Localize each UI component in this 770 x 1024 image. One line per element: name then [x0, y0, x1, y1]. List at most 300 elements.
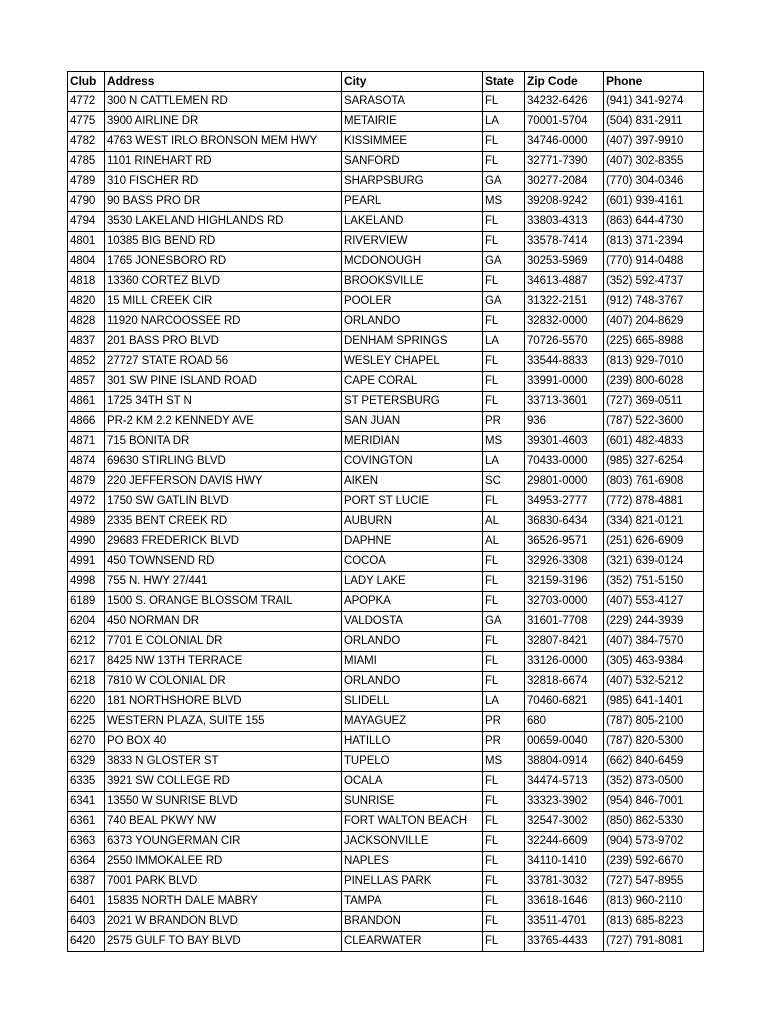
table-row: [68, 912, 704, 932]
address-cell: 10385 BIG BEND RD: [105, 232, 342, 252]
address-cell: 15835 NORTH DALE MABRY: [105, 892, 342, 912]
club-number-cell: 4828: [68, 312, 105, 332]
city-cell: ORLANDO: [342, 312, 483, 332]
table-row: [68, 552, 704, 572]
city-cell: ORLANDO: [342, 632, 483, 652]
state-cell: FL: [483, 932, 525, 952]
state-cell: FL: [483, 632, 525, 652]
table-row: [68, 292, 704, 312]
zip-code-cell: 32818-6674: [525, 672, 604, 692]
table-row: [68, 692, 704, 712]
club-number-cell: 6220: [68, 692, 105, 712]
table-row: [68, 832, 704, 852]
table-row: [68, 632, 704, 652]
table-row: [68, 812, 704, 832]
phone-cell: (727) 369-0511: [604, 392, 704, 412]
city-cell: ORLANDO: [342, 672, 483, 692]
zip-code-cell: 31601-7708: [525, 612, 604, 632]
state-cell: FL: [483, 852, 525, 872]
city-cell: POOLER: [342, 292, 483, 312]
state-cell: FL: [483, 672, 525, 692]
phone-cell: (813) 960-2110: [604, 892, 704, 912]
state-cell: GA: [483, 612, 525, 632]
state-cell: FL: [483, 132, 525, 152]
zip-code-cell: 33323-3902: [525, 792, 604, 812]
address-cell: 29683 FREDERICK BLVD: [105, 532, 342, 552]
address-cell: 450 NORMAN DR: [105, 612, 342, 632]
address-cell: 715 BONITA DR: [105, 432, 342, 452]
club-number-cell: 6270: [68, 732, 105, 752]
phone-cell: (407) 302-8355: [604, 152, 704, 172]
club-number-cell: 4790: [68, 192, 105, 212]
club-number-cell: 6403: [68, 912, 105, 932]
address-cell: 755 N. HWY 27/441: [105, 572, 342, 592]
phone-cell: (225) 665-8988: [604, 332, 704, 352]
club-number-cell: 4874: [68, 452, 105, 472]
state-cell: FL: [483, 152, 525, 172]
city-cell: JACKSONVILLE: [342, 832, 483, 852]
address-cell: PO BOX 40: [105, 732, 342, 752]
header-address: Address: [105, 72, 342, 92]
state-cell: FL: [483, 272, 525, 292]
city-cell: VALDOSTA: [342, 612, 483, 632]
state-cell: FL: [483, 572, 525, 592]
city-cell: COCOA: [342, 552, 483, 572]
state-cell: FL: [483, 372, 525, 392]
address-cell: 300 N CATTLEMEN RD: [105, 92, 342, 112]
zip-code-cell: 33991-0000: [525, 372, 604, 392]
city-cell: WESLEY CHAPEL: [342, 352, 483, 372]
zip-code-cell: 33544-8833: [525, 352, 604, 372]
table-row: [68, 332, 704, 352]
address-cell: 181 NORTHSHORE BLVD: [105, 692, 342, 712]
phone-cell: (251) 626-6909: [604, 532, 704, 552]
table-row: [68, 452, 704, 472]
zip-code-cell: 36830-6434: [525, 512, 604, 532]
zip-code-cell: 70433-0000: [525, 452, 604, 472]
zip-code-cell: 31322-2151: [525, 292, 604, 312]
address-cell: 7810 W COLONIAL DR: [105, 672, 342, 692]
table-row: [68, 352, 704, 372]
zip-code-cell: 39301-4603: [525, 432, 604, 452]
address-cell: 7701 E COLONIAL DR: [105, 632, 342, 652]
state-cell: PR: [483, 412, 525, 432]
address-cell: WESTERN PLAZA, SUITE 155: [105, 712, 342, 732]
phone-cell: (239) 800-6028: [604, 372, 704, 392]
city-cell: AIKEN: [342, 472, 483, 492]
table-row: [68, 172, 704, 192]
city-cell: ST PETERSBURG: [342, 392, 483, 412]
phone-cell: (352) 873-0500: [604, 772, 704, 792]
phone-cell: (850) 862-5330: [604, 812, 704, 832]
city-cell: BRANDON: [342, 912, 483, 932]
address-cell: 27727 STATE ROAD 56: [105, 352, 342, 372]
header-phone: Phone: [604, 72, 704, 92]
city-cell: OCALA: [342, 772, 483, 792]
city-cell: COVINGTON: [342, 452, 483, 472]
table-row: [68, 932, 704, 952]
state-cell: FL: [483, 552, 525, 572]
state-cell: FL: [483, 592, 525, 612]
address-cell: 220 JEFFERSON DAVIS HWY: [105, 472, 342, 492]
zip-code-cell: 32159-3196: [525, 572, 604, 592]
phone-cell: (352) 592-4737: [604, 272, 704, 292]
address-cell: 301 SW PINE ISLAND ROAD: [105, 372, 342, 392]
address-cell: 1500 S. ORANGE BLOSSOM TRAIL: [105, 592, 342, 612]
phone-cell: (601) 482-4833: [604, 432, 704, 452]
address-cell: 3921 SW COLLEGE RD: [105, 772, 342, 792]
phone-cell: (407) 553-4127: [604, 592, 704, 612]
club-number-cell: 6225: [68, 712, 105, 732]
club-number-cell: 4837: [68, 332, 105, 352]
city-cell: SARASOTA: [342, 92, 483, 112]
address-cell: 1765 JONESBORO RD: [105, 252, 342, 272]
phone-cell: (352) 751-5150: [604, 572, 704, 592]
table-row: [68, 312, 704, 332]
club-number-cell: 4785: [68, 152, 105, 172]
state-cell: FL: [483, 492, 525, 512]
table-row: [68, 572, 704, 592]
phone-cell: (229) 244-3939: [604, 612, 704, 632]
zip-code-cell: 32244-6609: [525, 832, 604, 852]
state-cell: SC: [483, 472, 525, 492]
state-cell: FL: [483, 392, 525, 412]
zip-code-cell: 70726-5570: [525, 332, 604, 352]
table-row: [68, 412, 704, 432]
address-cell: 90 BASS PRO DR: [105, 192, 342, 212]
address-cell: 2575 GULF TO BAY BLVD: [105, 932, 342, 952]
table-row: [68, 472, 704, 492]
address-cell: 4763 WEST IRLO BRONSON MEM HWY: [105, 132, 342, 152]
phone-cell: (407) 397-9910: [604, 132, 704, 152]
phone-cell: (863) 644-4730: [604, 212, 704, 232]
club-number-cell: 6335: [68, 772, 105, 792]
table-header: [68, 72, 704, 92]
club-locations-table: [67, 71, 704, 952]
zip-code-cell: 680: [525, 712, 604, 732]
club-number-cell: 4866: [68, 412, 105, 432]
club-number-cell: 4857: [68, 372, 105, 392]
state-cell: PR: [483, 732, 525, 752]
club-number-cell: 6420: [68, 932, 105, 952]
city-cell: MAYAGUEZ: [342, 712, 483, 732]
club-number-cell: 6329: [68, 752, 105, 772]
zip-code-cell: 70001-5704: [525, 112, 604, 132]
state-cell: LA: [483, 452, 525, 472]
zip-code-cell: 34613-4887: [525, 272, 604, 292]
phone-cell: (803) 761-6908: [604, 472, 704, 492]
state-cell: GA: [483, 292, 525, 312]
table-row: [68, 892, 704, 912]
city-cell: APOPKA: [342, 592, 483, 612]
club-number-cell: 6212: [68, 632, 105, 652]
address-cell: 740 BEAL PKWY NW: [105, 812, 342, 832]
table-row: [68, 652, 704, 672]
address-cell: 201 BASS PRO BLVD: [105, 332, 342, 352]
city-cell: LADY LAKE: [342, 572, 483, 592]
city-cell: SUNRISE: [342, 792, 483, 812]
phone-cell: (941) 341-9274: [604, 92, 704, 112]
address-cell: 7001 PARK BLVD: [105, 872, 342, 892]
address-cell: 13550 W SUNRISE BLVD: [105, 792, 342, 812]
state-cell: FL: [483, 772, 525, 792]
address-cell: 310 FISCHER RD: [105, 172, 342, 192]
city-cell: CLEARWATER: [342, 932, 483, 952]
club-number-cell: 4789: [68, 172, 105, 192]
city-cell: DENHAM SPRINGS: [342, 332, 483, 352]
state-cell: FL: [483, 652, 525, 672]
club-number-cell: 4852: [68, 352, 105, 372]
zip-code-cell: 32807-8421: [525, 632, 604, 652]
club-number-cell: 6341: [68, 792, 105, 812]
address-cell: 3530 LAKELAND HIGHLANDS RD: [105, 212, 342, 232]
city-cell: SAN JUAN: [342, 412, 483, 432]
phone-cell: (772) 878-4881: [604, 492, 704, 512]
table-row: [68, 752, 704, 772]
city-cell: PORT ST LUCIE: [342, 492, 483, 512]
zip-code-cell: 33511-4701: [525, 912, 604, 932]
club-number-cell: 6189: [68, 592, 105, 612]
table-row: [68, 852, 704, 872]
address-cell: 6373 YOUNGERMAN CIR: [105, 832, 342, 852]
address-cell: 69630 STIRLING BLVD: [105, 452, 342, 472]
phone-cell: (407) 532-5212: [604, 672, 704, 692]
address-cell: 11920 NARCOOSSEE RD: [105, 312, 342, 332]
zip-code-cell: 32547-3002: [525, 812, 604, 832]
zip-code-cell: 33765-4433: [525, 932, 604, 952]
city-cell: SANFORD: [342, 152, 483, 172]
city-cell: SHARPSBURG: [342, 172, 483, 192]
state-cell: MS: [483, 752, 525, 772]
state-cell: FL: [483, 872, 525, 892]
phone-cell: (912) 748-3767: [604, 292, 704, 312]
club-number-cell: 6361: [68, 812, 105, 832]
city-cell: SLIDELL: [342, 692, 483, 712]
address-cell: PR-2 KM 2.2 KENNEDY AVE: [105, 412, 342, 432]
table-row: [68, 712, 704, 732]
club-number-cell: 4804: [68, 252, 105, 272]
state-cell: FL: [483, 892, 525, 912]
table-row: [68, 92, 704, 112]
table-row: [68, 272, 704, 292]
zip-code-cell: 936: [525, 412, 604, 432]
phone-cell: (813) 929-7010: [604, 352, 704, 372]
table-row: [68, 212, 704, 232]
zip-code-cell: 34474-5713: [525, 772, 604, 792]
zip-code-cell: 30253-5969: [525, 252, 604, 272]
club-number-cell: 4772: [68, 92, 105, 112]
table-row: [68, 612, 704, 632]
phone-cell: (904) 573-9702: [604, 832, 704, 852]
zip-code-cell: 38804-0914: [525, 752, 604, 772]
club-number-cell: 4990: [68, 532, 105, 552]
club-number-cell: 4794: [68, 212, 105, 232]
zip-code-cell: 00659-0040: [525, 732, 604, 752]
address-cell: 1725 34TH ST N: [105, 392, 342, 412]
state-cell: FL: [483, 832, 525, 852]
phone-cell: (305) 463-9384: [604, 652, 704, 672]
phone-cell: (787) 820-5300: [604, 732, 704, 752]
zip-code-cell: 32771-7390: [525, 152, 604, 172]
state-cell: PR: [483, 712, 525, 732]
table-row: [68, 192, 704, 212]
club-number-cell: 6218: [68, 672, 105, 692]
city-cell: LAKELAND: [342, 212, 483, 232]
state-cell: FL: [483, 232, 525, 252]
state-cell: MS: [483, 192, 525, 212]
zip-code-cell: 33713-3601: [525, 392, 604, 412]
state-cell: FL: [483, 312, 525, 332]
club-number-cell: 4991: [68, 552, 105, 572]
address-cell: 1750 SW GATLIN BLVD: [105, 492, 342, 512]
header-club: Club: [68, 72, 105, 92]
club-number-cell: 6364: [68, 852, 105, 872]
club-number-cell: 4818: [68, 272, 105, 292]
zip-code-cell: 32926-3308: [525, 552, 604, 572]
zip-code-cell: 32832-0000: [525, 312, 604, 332]
table-row: [68, 392, 704, 412]
zip-code-cell: 34953-2777: [525, 492, 604, 512]
zip-code-cell: 32703-0000: [525, 592, 604, 612]
table-row: [68, 432, 704, 452]
address-cell: 1101 RINEHART RD: [105, 152, 342, 172]
zip-code-cell: 33803-4313: [525, 212, 604, 232]
state-cell: MS: [483, 432, 525, 452]
state-cell: FL: [483, 352, 525, 372]
state-cell: FL: [483, 912, 525, 932]
phone-cell: (727) 547-8955: [604, 872, 704, 892]
phone-cell: (239) 592-6670: [604, 852, 704, 872]
city-cell: CAPE CORAL: [342, 372, 483, 392]
city-cell: DAPHNE: [342, 532, 483, 552]
club-number-cell: 6401: [68, 892, 105, 912]
city-cell: TUPELO: [342, 752, 483, 772]
table-row: [68, 592, 704, 612]
club-number-cell: 4998: [68, 572, 105, 592]
city-cell: KISSIMMEE: [342, 132, 483, 152]
zip-code-cell: 33126-0000: [525, 652, 604, 672]
table-row: [68, 112, 704, 132]
table-body: [68, 92, 704, 952]
club-number-cell: 4861: [68, 392, 105, 412]
phone-cell: (504) 831-2911: [604, 112, 704, 132]
zip-code-cell: 39208-9242: [525, 192, 604, 212]
phone-cell: (813) 685-8223: [604, 912, 704, 932]
club-number-cell: 4775: [68, 112, 105, 132]
state-cell: LA: [483, 112, 525, 132]
table-row: [68, 792, 704, 812]
phone-cell: (770) 914-0488: [604, 252, 704, 272]
city-cell: NAPLES: [342, 852, 483, 872]
city-cell: MERIDIAN: [342, 432, 483, 452]
zip-code-cell: 70460-6821: [525, 692, 604, 712]
table-row: [68, 232, 704, 252]
state-cell: LA: [483, 332, 525, 352]
club-number-cell: 4782: [68, 132, 105, 152]
city-cell: BROOKSVILLE: [342, 272, 483, 292]
state-cell: FL: [483, 212, 525, 232]
table-row: [68, 512, 704, 532]
zip-code-cell: 34746-0000: [525, 132, 604, 152]
zip-code-cell: 36526-9571: [525, 532, 604, 552]
phone-cell: (985) 641-1401: [604, 692, 704, 712]
state-cell: FL: [483, 92, 525, 112]
zip-code-cell: 33781-3032: [525, 872, 604, 892]
city-cell: TAMPA: [342, 892, 483, 912]
table-row: [68, 152, 704, 172]
phone-cell: (787) 805-2100: [604, 712, 704, 732]
header-city: City: [342, 72, 483, 92]
table-row: [68, 672, 704, 692]
zip-code-cell: 34110-1410: [525, 852, 604, 872]
header-row: [68, 72, 704, 92]
table-row: [68, 532, 704, 552]
zip-code-cell: 33618-1646: [525, 892, 604, 912]
table-row: [68, 372, 704, 392]
table-row: [68, 492, 704, 512]
club-number-cell: 6204: [68, 612, 105, 632]
club-number-cell: 4879: [68, 472, 105, 492]
phone-cell: (954) 846-7001: [604, 792, 704, 812]
city-cell: RIVERVIEW: [342, 232, 483, 252]
city-cell: PINELLAS PARK: [342, 872, 483, 892]
table-row: [68, 252, 704, 272]
phone-cell: (727) 791-8081: [604, 932, 704, 952]
table-row: [68, 132, 704, 152]
club-number-cell: 4972: [68, 492, 105, 512]
city-cell: PEARL: [342, 192, 483, 212]
phone-cell: (407) 204-8629: [604, 312, 704, 332]
phone-cell: (787) 522-3600: [604, 412, 704, 432]
address-cell: 3900 AIRLINE DR: [105, 112, 342, 132]
header-zip-code: Zip Code: [525, 72, 604, 92]
state-cell: FL: [483, 792, 525, 812]
address-cell: 450 TOWNSEND RD: [105, 552, 342, 572]
city-cell: MIAMI: [342, 652, 483, 672]
city-cell: MCDONOUGH: [342, 252, 483, 272]
state-cell: AL: [483, 512, 525, 532]
zip-code-cell: 34232-6426: [525, 92, 604, 112]
phone-cell: (321) 639-0124: [604, 552, 704, 572]
zip-code-cell: 29801-0000: [525, 472, 604, 492]
zip-code-cell: 33578-7414: [525, 232, 604, 252]
phone-cell: (334) 821-0121: [604, 512, 704, 532]
phone-cell: (407) 384-7570: [604, 632, 704, 652]
table-row: [68, 772, 704, 792]
phone-cell: (601) 939-4161: [604, 192, 704, 212]
city-cell: AUBURN: [342, 512, 483, 532]
phone-cell: (985) 327-6254: [604, 452, 704, 472]
address-cell: 3833 N GLOSTER ST: [105, 752, 342, 772]
club-number-cell: 6363: [68, 832, 105, 852]
state-cell: LA: [483, 692, 525, 712]
club-number-cell: 4989: [68, 512, 105, 532]
address-cell: 13360 CORTEZ BLVD: [105, 272, 342, 292]
city-cell: FORT WALTON BEACH: [342, 812, 483, 832]
phone-cell: (813) 371-2394: [604, 232, 704, 252]
club-number-cell: 6217: [68, 652, 105, 672]
city-cell: METAIRIE: [342, 112, 483, 132]
phone-cell: (662) 840-6459: [604, 752, 704, 772]
address-cell: 2021 W BRANDON BLVD: [105, 912, 342, 932]
phone-cell: (770) 304-0346: [604, 172, 704, 192]
state-cell: GA: [483, 252, 525, 272]
table-row: [68, 872, 704, 892]
club-number-cell: 4801: [68, 232, 105, 252]
club-number-cell: 4871: [68, 432, 105, 452]
address-cell: 15 MILL CREEK CIR: [105, 292, 342, 312]
club-number-cell: 6387: [68, 872, 105, 892]
